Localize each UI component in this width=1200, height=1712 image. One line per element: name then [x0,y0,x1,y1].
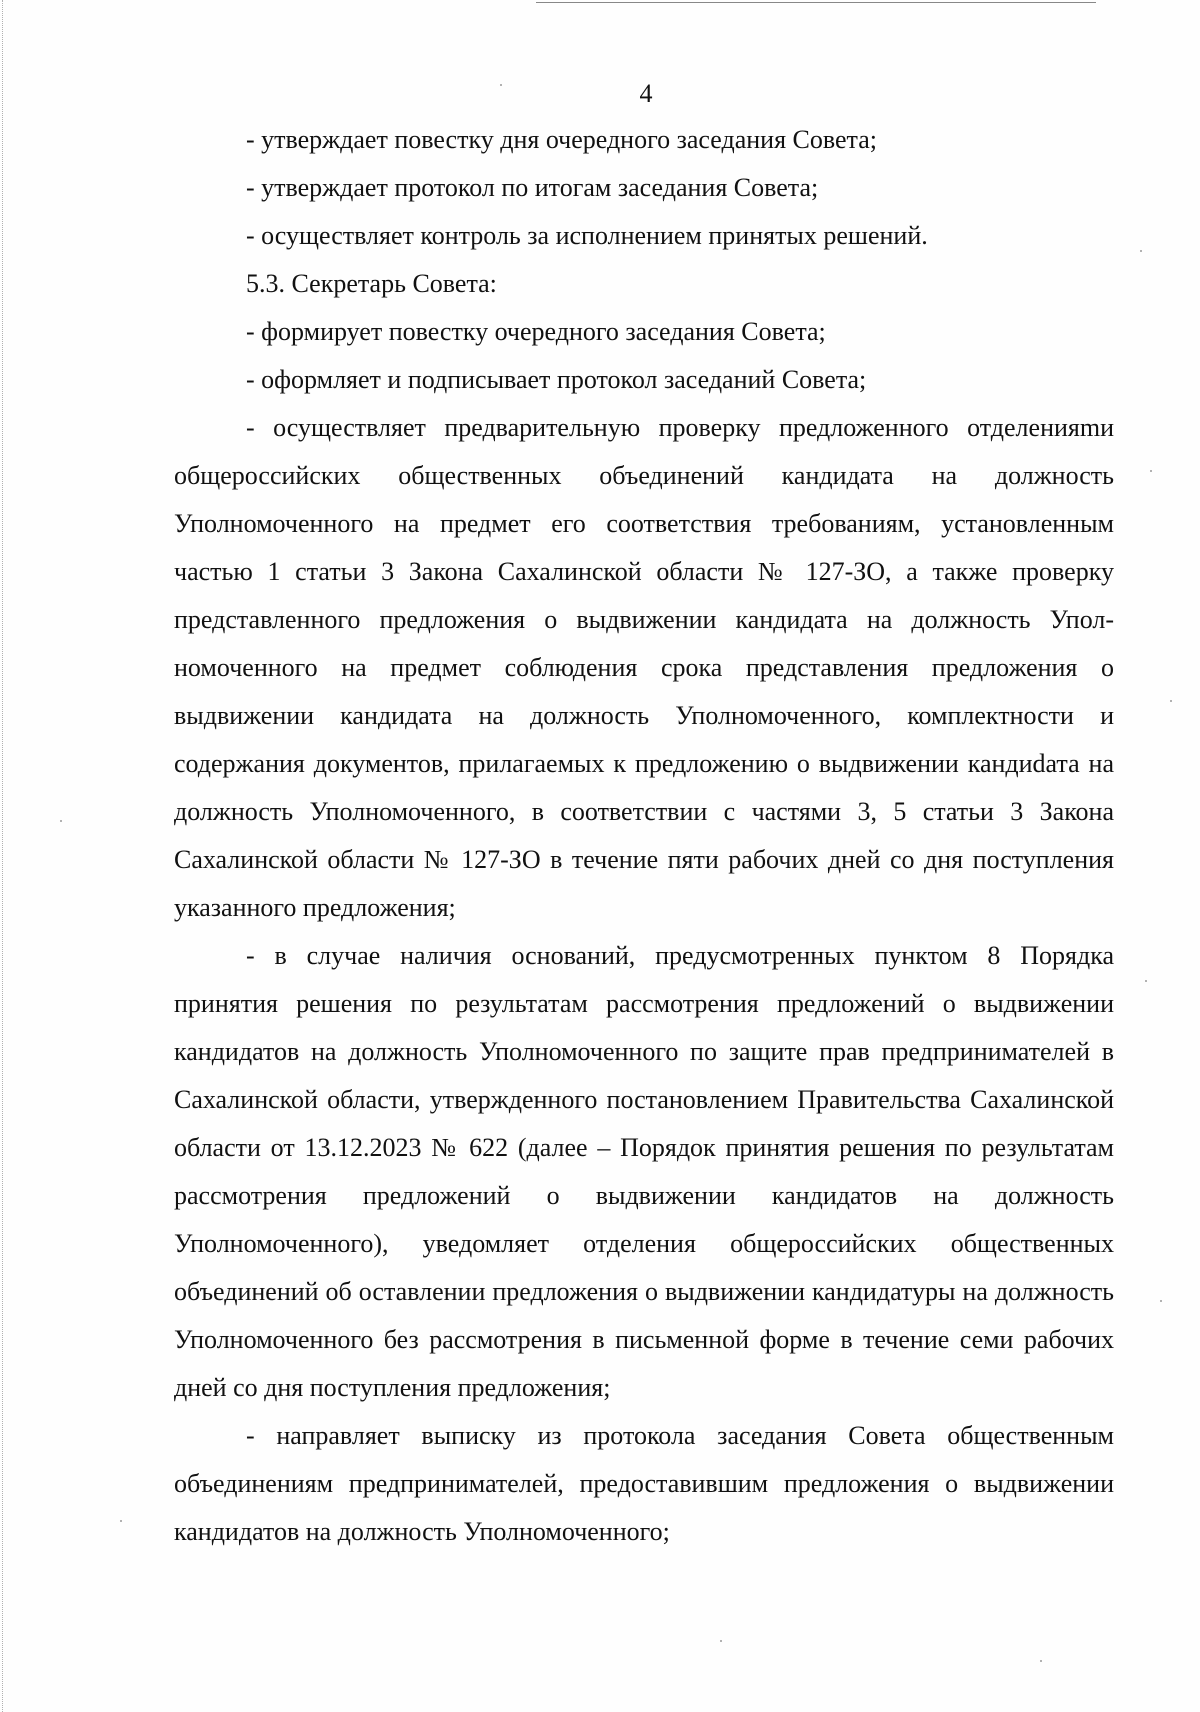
document-body [174,116,1114,1556]
scan-speck [500,84,502,86]
scan-speck [1145,980,1147,982]
scan-top-edge [536,2,1096,3]
paragraph: - осуществляет контроль за исполнением принятых решений. [246,221,928,250]
paragraph: - в случае наличия оснований, предусмотренных пунктом 8 Порядка принятия решения по результатам рассмотрения предложений о выдвижении кандидатов на должность Уполномоченного по защите прав предпринимателей в Сахалинской области, утвержденного постановлением Правительства Сахалинской области от 13.12.2023 № 622 (далее – Порядок принятия решения по результатам рассмотрения предложений о выдвижении кандидатов на должность Уполномоченного), уведомляет отделения общероссийских общественных объединений об оставлении предложения о выдвижении кандидатуры на должность Уполномоченного без рассмотрения в письменной форме в течение семи рабочих дней со дня поступления предложения; [174,941,1114,1402]
scan-speck [1160,1300,1162,1302]
scan-left-edge [2,0,3,1712]
paragraph: 5.3. Секретарь Совета: [246,269,497,298]
scan-speck [1140,250,1142,252]
paragraph: - оформляет и подписывает протокол заседаний Совета; [246,365,867,394]
paragraph: - осуществляет предварительную проверку предложенного отделенияmи общероссийских общественных объединений кандидата на должность Уполномоченного на предмет его соответствия требованиям, установленным частью 1 статьи 3 Закона Сахалинской области № 127-ЗО, а также проверку представленного предложения о выдвижении кандидата на должность Уполномоченного на предмет соблюдения срока представления предложения о выдвижении кандидата на должность Уполномоченного, комплектности и содержания документов, прилагаемых к предложению о выдвижении кандиdата на должность Уполномоченного, в соответствии с частями 3, 5 статьи 3 Закона Сахалинской области № 127-ЗО в течение пяти рабочих дней со дня поступления указанного предложения; [174,413,1114,922]
scan-speck [720,1640,722,1642]
paragraph: - направляет выписку из протокола заседания Совета общественным объединениям предпринимателей, предоставившим предложения о выдвижении кандидатов на должность Уполномоченного; [174,1421,1114,1546]
page-number: 4 [639,79,653,108]
paragraph: - утверждает повестку дня очередного заседания Совета; [246,125,877,154]
scan-speck [1040,1660,1042,1662]
paragraph: - формирует повестку очередного заседания Совета; [246,317,826,346]
scan-speck [1170,700,1172,702]
paragraph: - утверждает протокол по итогам заседания Совета; [246,173,819,202]
scan-speck [60,820,62,822]
scan-speck [1150,470,1152,472]
scan-speck [120,1520,122,1522]
